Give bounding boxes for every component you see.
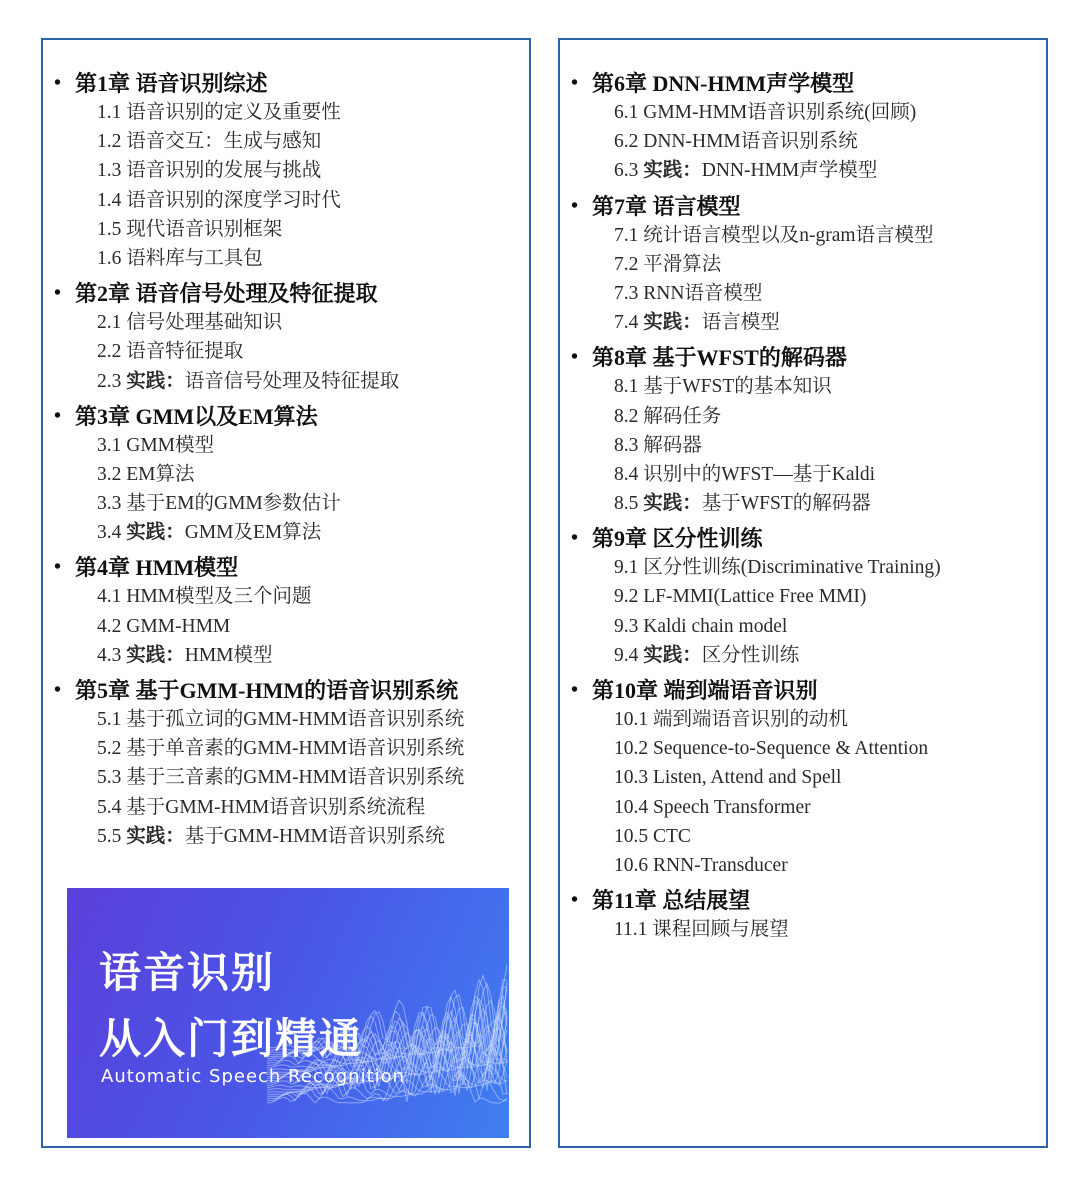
practice-label: 实践： (643, 312, 702, 334)
section-item (560, 98, 1046, 127)
section-number: 4.2 (97, 615, 122, 637)
section-number: 5.3 (97, 767, 122, 789)
section-item (43, 793, 529, 822)
chapter (43, 676, 529, 851)
section-item (560, 705, 1046, 734)
section-text: 语言模型 (701, 312, 780, 334)
practice-label: 实践： (643, 160, 702, 182)
section-item (560, 612, 1046, 641)
banner-subtitle: Automatic Speech Recognition (101, 1066, 406, 1087)
section-text: 基于EM的GMM参数估计 (126, 493, 341, 515)
section-text: 端到端语音识别的动机 (653, 709, 849, 730)
chapter (43, 279, 529, 396)
bullet-icon: • (54, 282, 62, 305)
section-list (43, 308, 529, 396)
section-text: 基于三音素的GMM-HMM语音识别系统 (126, 767, 465, 789)
section-list (43, 705, 529, 851)
section-text: 现代语音识别框架 (126, 218, 283, 240)
section-number: 1.4 (97, 189, 122, 211)
chapter (43, 553, 529, 670)
section-item (43, 460, 529, 489)
chapter (560, 69, 1046, 186)
section-item (560, 460, 1046, 489)
section-text: 基于WFST的基本知识 (643, 376, 832, 398)
section-item (43, 308, 529, 337)
section-item (43, 705, 529, 734)
chapter-title-text: 第7章 语言模型 (592, 193, 741, 219)
section-text: CTC (653, 825, 691, 847)
banner-title-line1: 语音识别 (99, 948, 276, 997)
section-text: GMM-HMM (126, 615, 231, 637)
practice-label: 实践： (126, 522, 185, 544)
section-number: 8.2 (614, 405, 639, 427)
bullet-icon: • (54, 404, 62, 427)
chapter-title-text: 第2章 语音信号处理及特征提取 (75, 281, 378, 307)
bullet-icon: • (54, 72, 62, 94)
section-item (560, 308, 1046, 337)
section-number: 1.2 (97, 131, 122, 153)
section-item (43, 763, 529, 792)
chapter (560, 192, 1046, 338)
bullet-icon: • (571, 72, 579, 94)
section-text: 识别中的WFST—基于Kaldi (643, 463, 876, 485)
chapter-title-text: 第4章 HMM模型 (75, 555, 239, 581)
course-banner (67, 888, 509, 1138)
section-item (43, 431, 529, 460)
section-list (560, 221, 1046, 338)
section-number: 11.1 (614, 919, 648, 941)
bullet-icon: • (571, 679, 579, 701)
chapter-title (43, 553, 529, 582)
section-item (43, 156, 529, 185)
section-list (560, 705, 1046, 880)
section-number: 2.1 (97, 312, 122, 334)
chapter (43, 69, 529, 273)
section-number: 5.4 (97, 796, 122, 818)
section-text: 基于孤立词的GMM-HMM语音识别系统 (126, 709, 465, 730)
practice-label: 实践： (643, 644, 702, 666)
section-item (560, 221, 1046, 250)
right-outline-panel (558, 38, 1048, 1148)
section-number: 1.1 (97, 102, 122, 123)
section-number: 1.6 (97, 247, 122, 269)
section-item (560, 793, 1046, 822)
section-number: 9.3 (614, 615, 639, 637)
section-text: 解码器 (643, 434, 702, 456)
section-number: 6.3 (614, 160, 639, 182)
section-number: 10.2 (614, 738, 649, 760)
section-number: 7.3 (614, 282, 639, 304)
section-item (560, 489, 1046, 518)
section-text: 信号处理基础知识 (126, 312, 283, 334)
section-item (560, 553, 1046, 582)
section-text: GMM及EM算法 (184, 522, 322, 544)
section-text: 语音识别的定义及重要性 (126, 102, 341, 123)
section-item (560, 851, 1046, 880)
section-list (560, 553, 1046, 670)
section-text: RNN语音模型 (643, 282, 763, 304)
section-item (560, 127, 1046, 156)
section-number: 7.2 (614, 253, 639, 275)
section-text: 基于单音素的GMM-HMM语音识别系统 (126, 738, 465, 760)
section-list (560, 98, 1046, 186)
section-text: DNN-HMM语音识别系统 (643, 131, 858, 153)
section-number: 8.4 (614, 463, 639, 485)
section-item (560, 641, 1046, 670)
section-item (43, 518, 529, 547)
chapter-title-text: 第11章 总结展望 (592, 888, 751, 914)
section-text: 语音识别的深度学习时代 (126, 189, 341, 211)
section-text: 平滑算法 (643, 253, 722, 275)
section-text: HMM模型 (184, 644, 273, 666)
section-number: 7.4 (614, 312, 639, 334)
section-item (43, 215, 529, 244)
section-item (43, 612, 529, 641)
section-list (560, 372, 1046, 518)
section-item (43, 186, 529, 215)
bullet-icon: • (571, 194, 579, 217)
left-outline-panel (41, 38, 531, 1148)
section-list (43, 431, 529, 548)
chapter-title-text: 第8章 基于WFST的解码器 (592, 345, 847, 371)
section-number: 1.5 (97, 218, 122, 240)
bullet-icon: • (54, 679, 62, 701)
section-number: 3.1 (97, 434, 122, 456)
bullet-icon: • (54, 556, 62, 579)
section-number: 2.3 (97, 370, 122, 392)
section-number: 10.3 (614, 767, 649, 789)
section-item (560, 431, 1046, 460)
section-number: 7.1 (614, 224, 639, 246)
section-text: 语音识别的发展与挑战 (126, 160, 322, 182)
bullet-icon: • (571, 889, 579, 912)
section-item (43, 582, 529, 611)
section-text: 基于GMM-HMM语音识别系统流程 (126, 796, 426, 818)
section-text: 语料库与工具包 (126, 247, 263, 269)
section-number: 8.3 (614, 434, 639, 456)
chapter (560, 676, 1046, 880)
section-text: 语音特征提取 (126, 341, 244, 363)
left-chapter-list (43, 69, 529, 851)
section-number: 5.2 (97, 738, 122, 760)
section-number: 5.5 (97, 825, 122, 847)
section-text: 语音交互：生成与感知 (126, 131, 322, 153)
section-item (560, 582, 1046, 611)
chapter (560, 343, 1046, 518)
section-text: 区分性训练 (701, 644, 800, 666)
chapter-title (560, 343, 1046, 372)
section-list (43, 98, 529, 273)
section-item (43, 734, 529, 763)
section-number: 3.2 (97, 463, 122, 485)
chapter (43, 402, 529, 548)
section-item (560, 915, 1046, 944)
section-item (43, 367, 529, 396)
section-text: Listen, Attend and Spell (653, 767, 842, 789)
section-item (43, 489, 529, 518)
section-text: 解码任务 (643, 405, 722, 427)
section-text: 课程回顾与展望 (652, 919, 789, 941)
practice-label: 实践： (126, 825, 185, 847)
section-number: 9.4 (614, 644, 639, 666)
section-text: 基于WFST的解码器 (701, 493, 871, 515)
chapter-title-text: 第9章 区分性训练 (592, 526, 763, 552)
chapter-title (43, 69, 529, 98)
section-item (560, 250, 1046, 279)
section-text: DNN-HMM声学模型 (701, 160, 878, 182)
section-text: Speech Transformer (653, 796, 811, 818)
chapter-title (43, 676, 529, 705)
section-number: 3.4 (97, 522, 122, 544)
section-number: 6.2 (614, 131, 639, 153)
section-text: 统计语言模型以及n-gram语言模型 (643, 224, 934, 246)
section-item (560, 402, 1046, 431)
section-number: 4.3 (97, 644, 122, 666)
section-text: Kaldi chain model (643, 615, 788, 637)
right-chapter-list (560, 69, 1046, 944)
section-number: 5.1 (97, 709, 122, 730)
section-number: 9.2 (614, 586, 639, 608)
chapter-title (43, 279, 529, 308)
section-text: EM算法 (126, 463, 195, 485)
chapter-title-text: 第3章 GMM以及EM算法 (75, 403, 318, 429)
section-item (560, 279, 1046, 308)
section-item (560, 734, 1046, 763)
section-item (43, 337, 529, 366)
section-number: 8.1 (614, 376, 639, 398)
section-item (43, 244, 529, 273)
chapter-title (43, 402, 529, 431)
chapter-title (560, 676, 1046, 705)
section-number: 2.2 (97, 341, 122, 363)
section-item (43, 127, 529, 156)
practice-label: 实践： (643, 493, 702, 515)
chapter-title (560, 524, 1046, 553)
section-text: Sequence-to-Sequence & Attention (653, 738, 929, 760)
section-item (560, 156, 1046, 185)
section-item (560, 372, 1046, 401)
section-number: 6.1 (614, 102, 639, 123)
section-list (43, 582, 529, 670)
section-text: GMM-HMM语音识别系统(回顾) (643, 102, 917, 123)
chapter-title-text: 第1章 语音识别综述 (75, 71, 268, 96)
section-number: 1.3 (97, 160, 122, 182)
chapter (560, 886, 1046, 944)
banner-title-line2: 从入门到精通 (99, 1014, 364, 1063)
section-number: 8.5 (614, 493, 639, 515)
section-item (43, 98, 529, 127)
section-item (43, 641, 529, 670)
chapter-title-text: 第10章 端到端语音识别 (592, 678, 818, 703)
chapter-title (560, 192, 1046, 221)
chapter-title (560, 886, 1046, 915)
section-number: 4.1 (97, 586, 122, 608)
section-item (560, 822, 1046, 851)
section-text: 区分性训练(Discriminative Training) (643, 557, 941, 579)
section-number: 10.6 (614, 854, 649, 876)
bullet-icon: • (571, 527, 579, 550)
section-text: 基于GMM-HMM语音识别系统 (184, 825, 445, 847)
chapter-title (560, 69, 1046, 98)
section-number: 3.3 (97, 493, 122, 515)
section-list (560, 915, 1046, 944)
section-item (43, 822, 529, 851)
chapter-title-text: 第6章 DNN-HMM声学模型 (592, 71, 855, 96)
section-text: GMM模型 (126, 434, 215, 456)
section-text: RNN-Transducer (653, 854, 788, 876)
practice-label: 实践： (126, 644, 185, 666)
chapter-title-text: 第5章 基于GMM-HMM的语音识别系统 (75, 678, 459, 703)
section-number: 10.5 (614, 825, 649, 847)
bullet-icon: • (571, 346, 579, 369)
section-text: 语音信号处理及特征提取 (184, 370, 400, 392)
section-number: 9.1 (614, 557, 639, 579)
chapter (560, 524, 1046, 670)
practice-label: 实践： (126, 370, 185, 392)
section-text: LF-MMI(Lattice Free MMI) (643, 586, 867, 608)
section-text: HMM模型及三个问题 (126, 586, 312, 608)
section-item (560, 763, 1046, 792)
section-number: 10.4 (614, 796, 649, 818)
section-number: 10.1 (614, 709, 649, 730)
